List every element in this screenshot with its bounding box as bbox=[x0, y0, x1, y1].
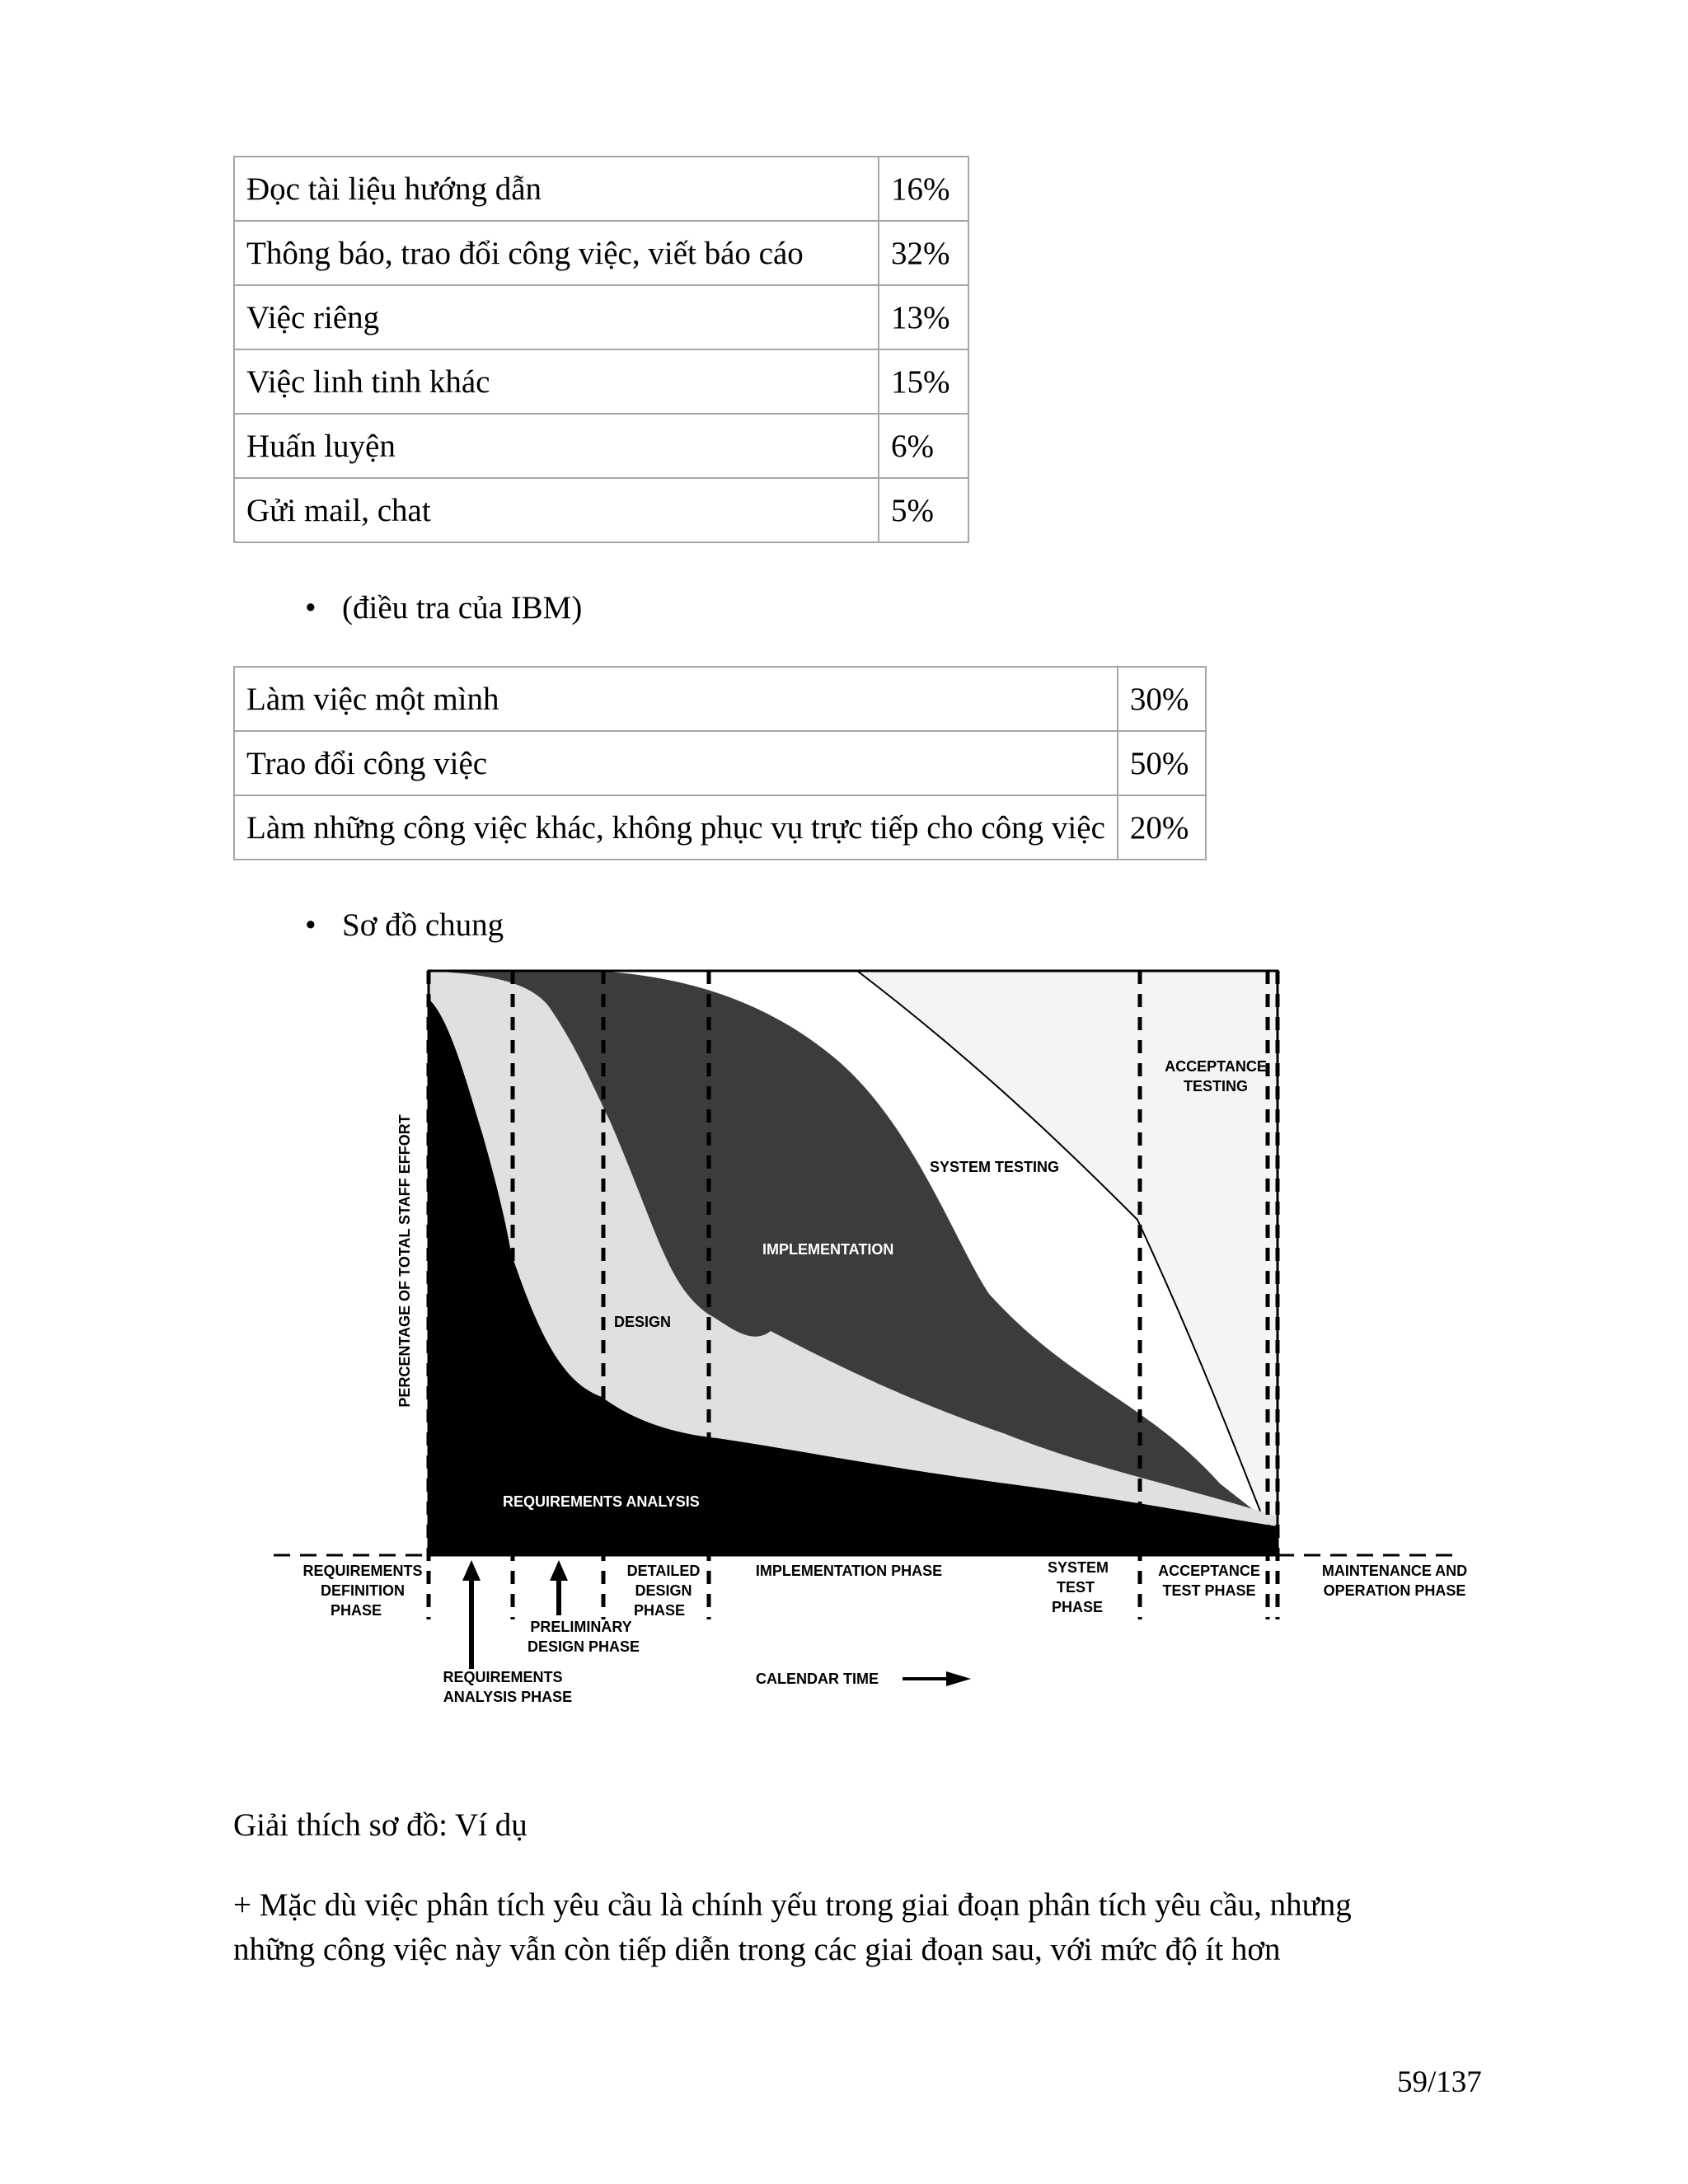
ibm-survey-table bbox=[233, 666, 1207, 860]
requirements-analysis-phase-label: REQUIREMENTS bbox=[443, 1669, 563, 1685]
acceptance-testing-label-2: TESTING bbox=[1183, 1078, 1249, 1094]
requirements-definition-phase-label: PHASE bbox=[330, 1602, 382, 1619]
table-cell-value: 16% bbox=[879, 157, 968, 221]
system-test-phase-label: PHASE bbox=[1051, 1599, 1104, 1615]
calendar-time-label: CALENDAR TIME bbox=[756, 1671, 879, 1687]
system-testing-label: SYSTEM TESTING bbox=[930, 1159, 1060, 1175]
table-row bbox=[234, 795, 1206, 860]
table-row bbox=[234, 667, 1206, 731]
table-cell-label: Huấn luyện bbox=[234, 414, 879, 478]
requirements-definition-phase-label: DEFINITION bbox=[321, 1582, 405, 1599]
table-row bbox=[234, 349, 968, 414]
table-row bbox=[234, 221, 968, 285]
page-number: 59/137 bbox=[1397, 2065, 1482, 2099]
system-test-phase-label: SYSTEM bbox=[1047, 1559, 1109, 1576]
preliminary-design-phase-label: DESIGN PHASE bbox=[527, 1638, 640, 1655]
detailed-design-phase-label: DETAILED bbox=[626, 1563, 701, 1579]
implementation-label: IMPLEMENTATION bbox=[762, 1241, 894, 1258]
table-cell-value: 15% bbox=[879, 349, 968, 414]
detailed-design-phase-label: DESIGN bbox=[635, 1582, 692, 1599]
table-cell-value: 5% bbox=[879, 478, 968, 542]
requirements-definition-phase-label: REQUIREMENTS bbox=[302, 1563, 423, 1579]
table-cell-value: 6% bbox=[879, 414, 968, 478]
bullet-general-diagram bbox=[305, 907, 504, 944]
table-cell-label: Đọc tài liệu hướng dẫn bbox=[234, 157, 879, 221]
bullet-text: Sơ đồ chung bbox=[342, 907, 504, 943]
bullet-dot: • bbox=[305, 590, 316, 626]
table-cell-value: 30% bbox=[1118, 667, 1206, 731]
explanation-line: những công việc này vẫn còn tiếp diễn trong các giai đoạn sau, với mức độ ít hơn bbox=[233, 1932, 1281, 1967]
preliminary-design-phase-label: PRELIMINARY bbox=[530, 1619, 632, 1635]
explanation-title: Giải thích sơ đồ: Ví dụ bbox=[233, 1807, 528, 1843]
table-cell-label: Việc riêng bbox=[234, 285, 879, 349]
system-test-phase-label: TEST bbox=[1056, 1579, 1095, 1596]
requirements-analysis-phase-label: ANALYSIS PHASE bbox=[443, 1689, 573, 1705]
detailed-design-phase-label: PHASE bbox=[633, 1602, 686, 1619]
acceptance-testing-label-1: ACCEPTANCE bbox=[1165, 1058, 1267, 1075]
requirements-analysis-label: REQUIREMENTS ANALYSIS bbox=[503, 1493, 700, 1510]
table-cell-value: 13% bbox=[879, 285, 968, 349]
table-cell-label: Việc linh tinh khác bbox=[234, 349, 879, 414]
acceptance-test-phase-label: ACCEPTANCE bbox=[1158, 1563, 1260, 1579]
explanation-line: + Mặc dù việc phân tích yêu cầu là chính yếu trong giai đoạn phân tích yêu cầu, nhưng bbox=[233, 1887, 1352, 1923]
bullet-dot: • bbox=[305, 907, 316, 943]
table-row bbox=[234, 285, 968, 349]
table-row bbox=[234, 157, 968, 221]
preliminary-design-arrow-head bbox=[550, 1560, 568, 1581]
explanation-paragraph bbox=[233, 1883, 1352, 1972]
table-cell-label: Thông báo, trao đổi công việc, viết báo cáo bbox=[234, 221, 879, 285]
table-cell-value: 32% bbox=[879, 221, 968, 285]
implementation-phase-label: IMPLEMENTATION PHASE bbox=[755, 1563, 943, 1579]
table-row bbox=[234, 414, 968, 478]
requirements-analysis-arrow-head bbox=[462, 1560, 481, 1581]
y-axis-label: PERCENTAGE OF TOTAL STAFF EFFORT bbox=[396, 1114, 413, 1408]
time-distribution-table bbox=[233, 156, 969, 543]
table-cell-value: 50% bbox=[1118, 731, 1206, 795]
bullet-ibm-survey bbox=[305, 589, 582, 626]
calendar-time-arrow-head bbox=[946, 1671, 971, 1686]
table-cell-label: Làm việc một mình bbox=[234, 667, 1118, 731]
maintenance-phase-label: OPERATION PHASE bbox=[1323, 1582, 1466, 1599]
table-cell-label: Gửi mail, chat bbox=[234, 478, 879, 542]
acceptance-test-phase-label: TEST PHASE bbox=[1162, 1582, 1256, 1599]
table-cell-value: 20% bbox=[1118, 795, 1206, 860]
maintenance-phase-label: MAINTENANCE AND bbox=[1321, 1563, 1468, 1579]
table-cell-label: Trao đổi công việc bbox=[234, 731, 1118, 795]
design-label: DESIGN bbox=[614, 1314, 672, 1330]
table-row bbox=[234, 731, 1206, 795]
table-cell-label: Làm những công việc khác, không phục vụ trực tiếp cho công việc bbox=[234, 795, 1118, 860]
bullet-text: (điều tra của IBM) bbox=[342, 590, 583, 626]
staff-effort-diagram bbox=[264, 956, 1500, 1722]
table-row bbox=[234, 478, 968, 542]
